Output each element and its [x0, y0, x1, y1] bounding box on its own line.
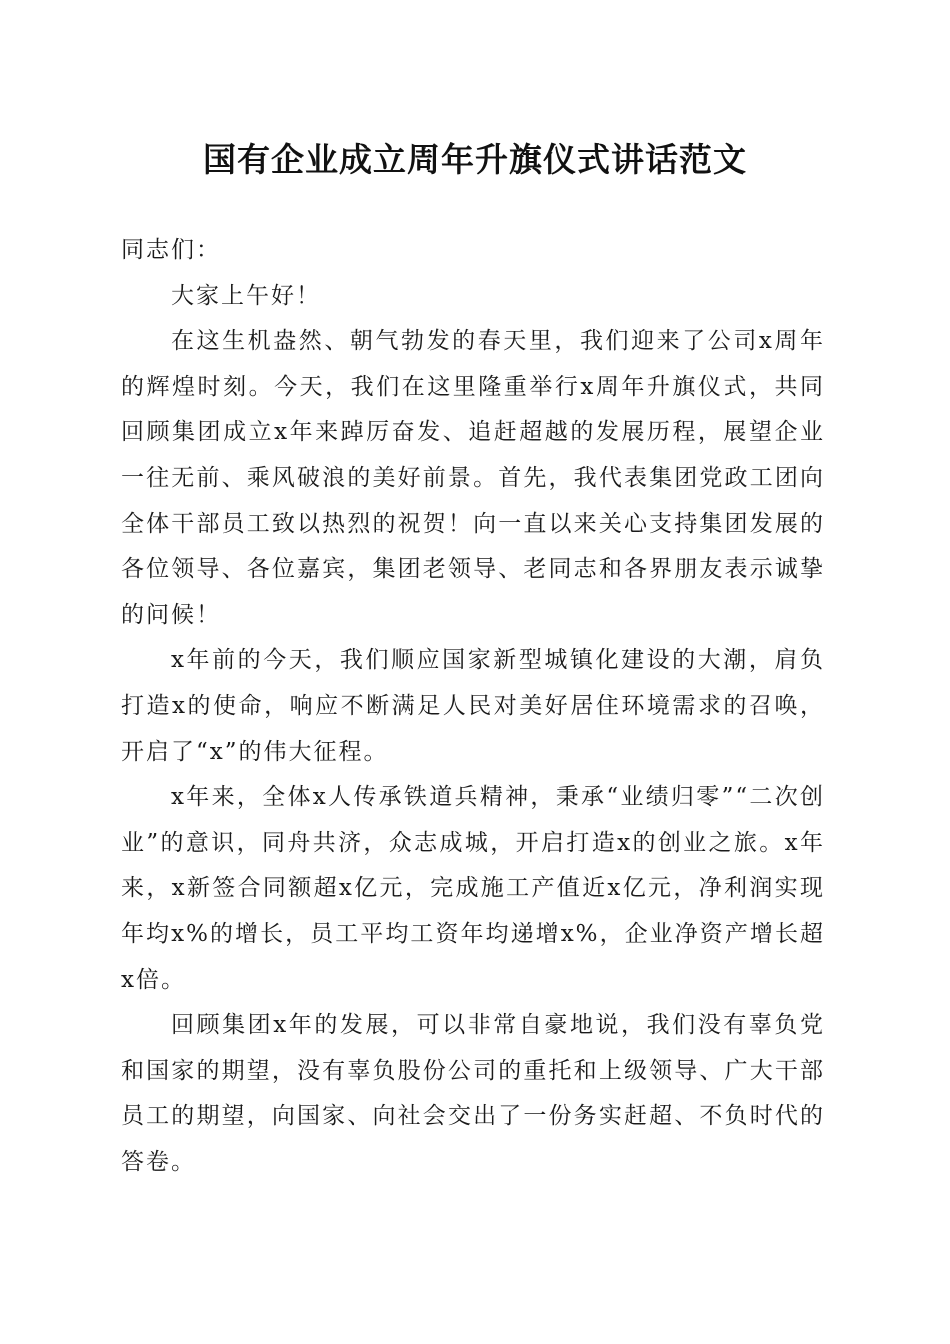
document-title: 国有企业成立周年升旗仪式讲话范文 — [203, 140, 747, 179]
paragraph-greeting: 大家上午好！ — [171, 282, 321, 309]
paragraph-founding: x年前的今天，我们顺应国家新型城镇化建设的大潮，肩负打造x的使命，响应不断满足人民对美好居住环境需求的召唤，开启了“x”的伟大征程。 — [121, 647, 825, 765]
salutation: 同志们： — [121, 237, 221, 263]
paragraph-achievements: x年来，全体x人传承铁道兵精神，秉承“业绩归零”“二次创业”的意识，同舟共济，众志成城，开启打造x的创业之旅。x年来，x新签合同额超x亿元，完成施工产值近x亿元，净利润实现年均x%的增长，员工平均工资年均递增x%，企业净资产增长超x倍。 — [121, 784, 825, 993]
paragraph-review: 回顾集团x年的发展，可以非常自豪地说，我们没有辜负党和国家的期望，没有辜负股份公司的重托和上级领导、广大干部员工的期望，向国家、向社会交出了一份务实赶超、不负时代的答卷。 — [121, 1012, 825, 1175]
paragraph-anniversary: 在这生机盎然、朝气勃发的春天里，我们迎来了公司x周年的辉煌时刻。今天，我们在这里隆重举行x周年升旗仪式，共同回顾集团成立x年来踔厉奋发、追赶超越的发展历程，展望企业一往无前、乘风破浪的美好前景。首先，我代表集团党政工团向全体干部员工致以热烈的祝贺！向一直以来关心支持集团发展的各位领导、各位嘉宾，集团老领导、老同志和各界朋友表示诚挚的问候！ — [121, 328, 825, 628]
document-body — [121, 228, 825, 1185]
